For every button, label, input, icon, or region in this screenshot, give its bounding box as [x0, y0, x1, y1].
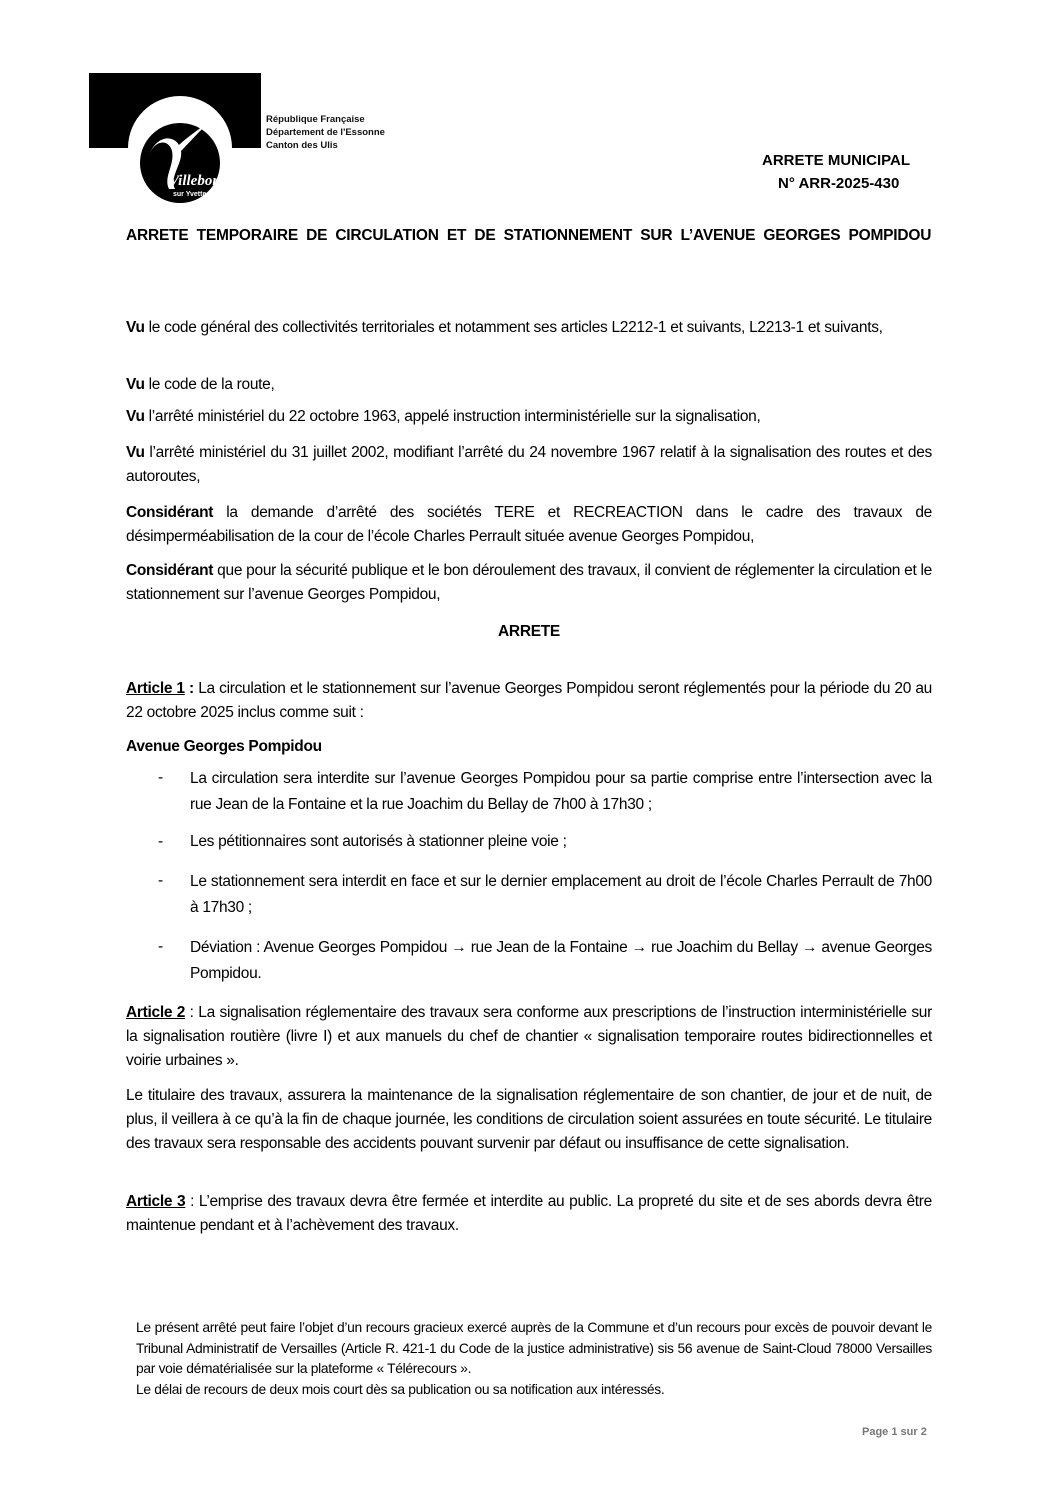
- article-1-subheading: Avenue Georges Pompidou: [126, 738, 322, 755]
- republic-header: [266, 113, 385, 152]
- bullet-text: La circulation sera interdite sur l’avenue Georges Pompidou pour sa partie comprise entre l’intersection avec la rue Jean de la Fontaine et la rue Joachim du Bellay de 7h00 à 17h30 ;: [190, 770, 932, 813]
- lead-word: Vu: [126, 444, 145, 461]
- page-number: Page 1 sur 2: [862, 1426, 927, 1438]
- preamble-text: le code de la route,: [144, 376, 275, 393]
- svg-text:Villebon: Villebon: [169, 173, 221, 189]
- separator: :: [184, 680, 199, 697]
- lead-word: Considérant: [126, 562, 214, 579]
- preamble-text: la demande d’arrêté des sociétés TERE et RECREACTION dans le cadre des travaux de désimperméabilisation de la cour de l’école Charles Perrault située avenue Georges Pompidou,: [126, 504, 932, 545]
- article-2-paragraph-2: Le titulaire des travaux, assurera la maintenance de la signalisation réglementaire de son chantier, de jour et de nuit, de plus, il veillera à ce qu’à la fin de chaque journée, les conditions de circulation soient assurées en toute sécurité. Le titulaire des travaux sera responsable des accidents pouvant survenir par défaut ou insuffisance de cette signalisation.: [126, 1087, 932, 1152]
- document-number: N° ARR-2025-430: [778, 175, 900, 192]
- preamble-text: le code général des collectivités territoriales et notamment ses articles L2212-1 et suivants, L2213-1 et suivants,: [144, 319, 883, 336]
- delai-text: Le délai de recours de deux mois court dès sa publication ou sa notification aux intéressés.: [136, 1381, 665, 1397]
- article-2-label: Article 2: [126, 1004, 186, 1021]
- bullet-marker: -: [158, 872, 163, 889]
- canton-line: Canton des Ulis: [266, 140, 338, 151]
- preamble-vu-1: [126, 316, 932, 340]
- bullet-marker: -: [158, 938, 163, 955]
- document-reference: [740, 149, 950, 195]
- preamble-vu-4: [126, 441, 932, 489]
- article-2: [126, 1001, 932, 1073]
- article-2-text: La signalisation réglementaire des travaux sera conforme aux prescriptions de l’instruction interministérielle sur la signalisation routière (livre I) et aux manuels du chef de chantier « signalisation temporaire routes bidirectionnelles et voirie urbaines ».: [126, 1004, 932, 1069]
- bullet-text: Le stationnement sera interdit en face et sur le dernier emplacement au droit de l’école Charles Perrault de 7h00 à 17h30 ;: [190, 873, 932, 916]
- swan-logo-icon: [89, 73, 261, 203]
- article-1-bullets: [126, 766, 932, 996]
- article-3-text: L’emprise des travaux devra être fermée et interdite au public. La propreté du site et de ses abords devra être maintenue pendant et à l’achèvement des travaux.: [126, 1193, 932, 1234]
- preamble-text: l’arrêté ministériel du 22 octobre 1963, appelé instruction interministérielle sur la signalisation,: [144, 408, 761, 425]
- preamble-text: l’arrêté ministériel du 31 juillet 2002, modifiant l’arrêté du 24 novembre 1967 relatif à la signalisation des routes et des autoroutes,: [126, 444, 932, 485]
- lead-word: Vu: [126, 376, 145, 393]
- document-title: ARRETE TEMPORAIRE DE CIRCULATION ET DE STATIONNEMENT SUR L’AVENUE GEORGES POMPIDOU: [126, 227, 932, 244]
- article-1-text: La circulation et le stationnement sur l’avenue Georges Pompidou seront réglementés pour la période du 20 au 22 octobre 2025 inclus comme suit :: [126, 680, 933, 721]
- lead-word: Vu: [126, 408, 145, 425]
- article-1-label: Article 1: [126, 680, 185, 697]
- separator: :: [185, 1004, 199, 1021]
- preamble-considerant-2: [126, 559, 932, 607]
- preamble-considerant-1: [126, 501, 932, 549]
- preamble-text: que pour la sécurité publique et le bon déroulement des travaux, il convient de réglementer la circulation et le stationnement sur l’avenue Georges Pompidou,: [126, 562, 932, 603]
- article-3: [126, 1190, 932, 1238]
- lead-word: Considérant: [126, 504, 214, 521]
- bullet-marker: -: [158, 833, 163, 850]
- document-type: ARRETE MUNICIPAL: [762, 152, 911, 169]
- preamble-vu-3: [126, 405, 932, 429]
- bullet-text: Déviation : Avenue Georges Pompidou → rue Jean de la Fontaine → rue Joachim du Bellay → avenue Georges Pompidou.: [190, 939, 932, 982]
- recours-text: Le présent arrêté peut faire l’objet d’un recours gracieux exercé auprès de la Commune et d’un recours pour excès de pouvoir devant le Tribunal Administratif de Versailles (Article R. 421-1 du Code de la justice administrative) sis 56 avenue de Saint-Cloud 78000 Versailles par voie dématérialisée sur la plateforme « Télérecours ».: [136, 1320, 932, 1376]
- arrete-heading: ARRETE: [498, 623, 560, 640]
- svg-text:sur Yvette: sur Yvette: [173, 191, 207, 198]
- separator: :: [185, 1193, 199, 1210]
- article-3-label: Article 3: [126, 1193, 186, 1210]
- preamble-vu-2: [126, 373, 932, 397]
- article-1: [126, 677, 932, 725]
- legal-footer: [136, 1318, 932, 1400]
- lead-word: Vu: [126, 319, 145, 336]
- bullet-text: Les pétitionnaires sont autorisés à stationner pleine voie ;: [190, 833, 567, 850]
- bullet-marker: -: [158, 769, 163, 786]
- villebon-logo: [89, 73, 261, 203]
- departement-line: Département de l'Essonne: [266, 127, 385, 138]
- republic-line: République Française: [266, 114, 365, 125]
